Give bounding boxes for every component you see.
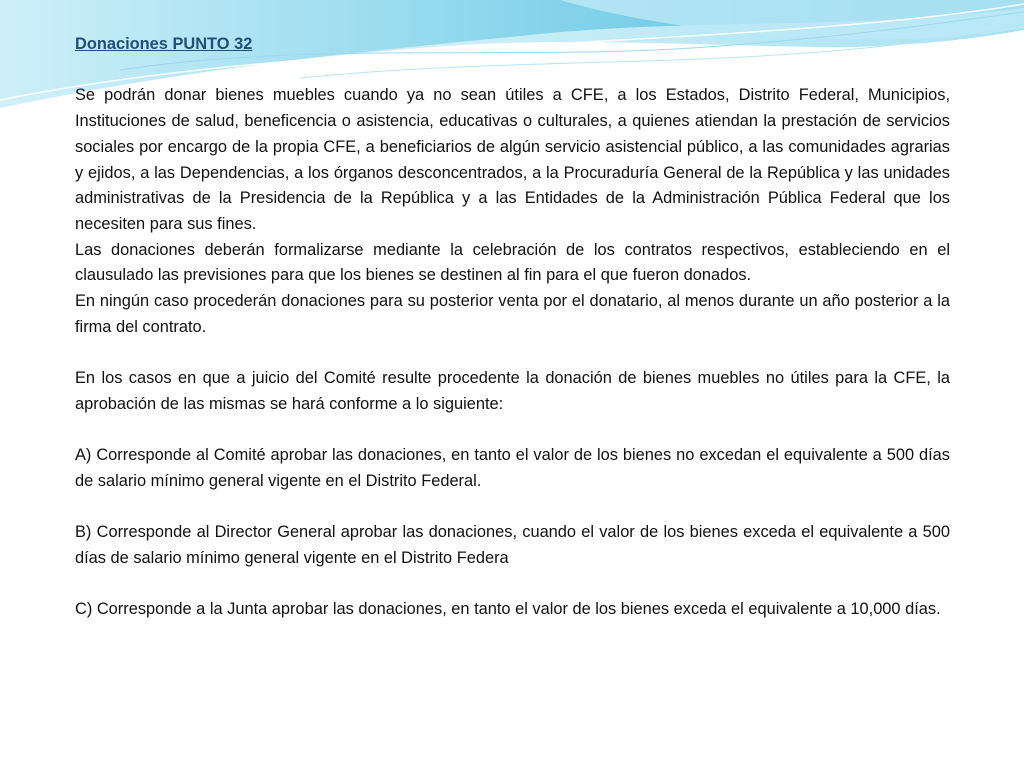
slide-content	[75, 32, 950, 623]
spacer	[75, 58, 950, 84]
spacer	[75, 495, 950, 521]
spacer	[75, 572, 950, 598]
paragraph-item-c: C) Corresponde a la Junta aprobar las donaciones, en tanto el valor de los bienes exceda el equivalente a 10,000 días.	[75, 600, 941, 619]
spacer	[75, 418, 950, 444]
paragraph-committee-approval-intro: En los casos en que a juicio del Comité resulte procedente la donación de bienes muebles no útiles para la CFE, la aprobación de las mismas se hará conforme a lo siguiente:	[75, 369, 950, 413]
paragraph-donations-no-resale: En ningún caso procederán donaciones para su posterior venta por el donatario, al menos durante un año posterior a la firma del contrato.	[75, 292, 950, 336]
paragraph-item-a: A) Corresponde al Comité aprobar las donaciones, en tanto el valor de los bienes no excedan el equivalente a 500 días de salario mínimo general vigente en el Distrito Federal.	[75, 446, 950, 490]
paragraph-donations-eligibility: Se podrán donar bienes muebles cuando ya no sean útiles a CFE, a los Estados, Distrito Federal, Municipios, Instituciones de salud, beneficencia o asistencia, educativas o culturales, a quienes atiendan la prestación de servicios sociales por encargo de la propia CFE, a beneficiarios de algún servicio asistencial público, a las comunidades agrarias y ejidos, a las Dependencias, a los órganos desconcentrados, a la Procuraduría General de la República y las unidades administrativas de la Presidencia de la República y a las Entidades de la Administración Pública Federal que los necesiten para sus fines.	[75, 86, 950, 233]
paragraph-donations-formalization: Las donaciones deberán formalizarse mediante la celebración de los contratos respectivos, estableciendo en el clausulado las previsiones para que los bienes se destinen al fin para el que fueron donados.	[75, 240, 950, 285]
slide-title: Donaciones PUNTO 32	[75, 35, 253, 53]
paragraph-item-b: B) Corresponde al Director General aprobar las donaciones, cuando el valor de los bienes exceda el equivalente a 500 días de salario mínimo general vigente en el Distrito Federa	[75, 523, 950, 567]
spacer	[75, 340, 950, 366]
